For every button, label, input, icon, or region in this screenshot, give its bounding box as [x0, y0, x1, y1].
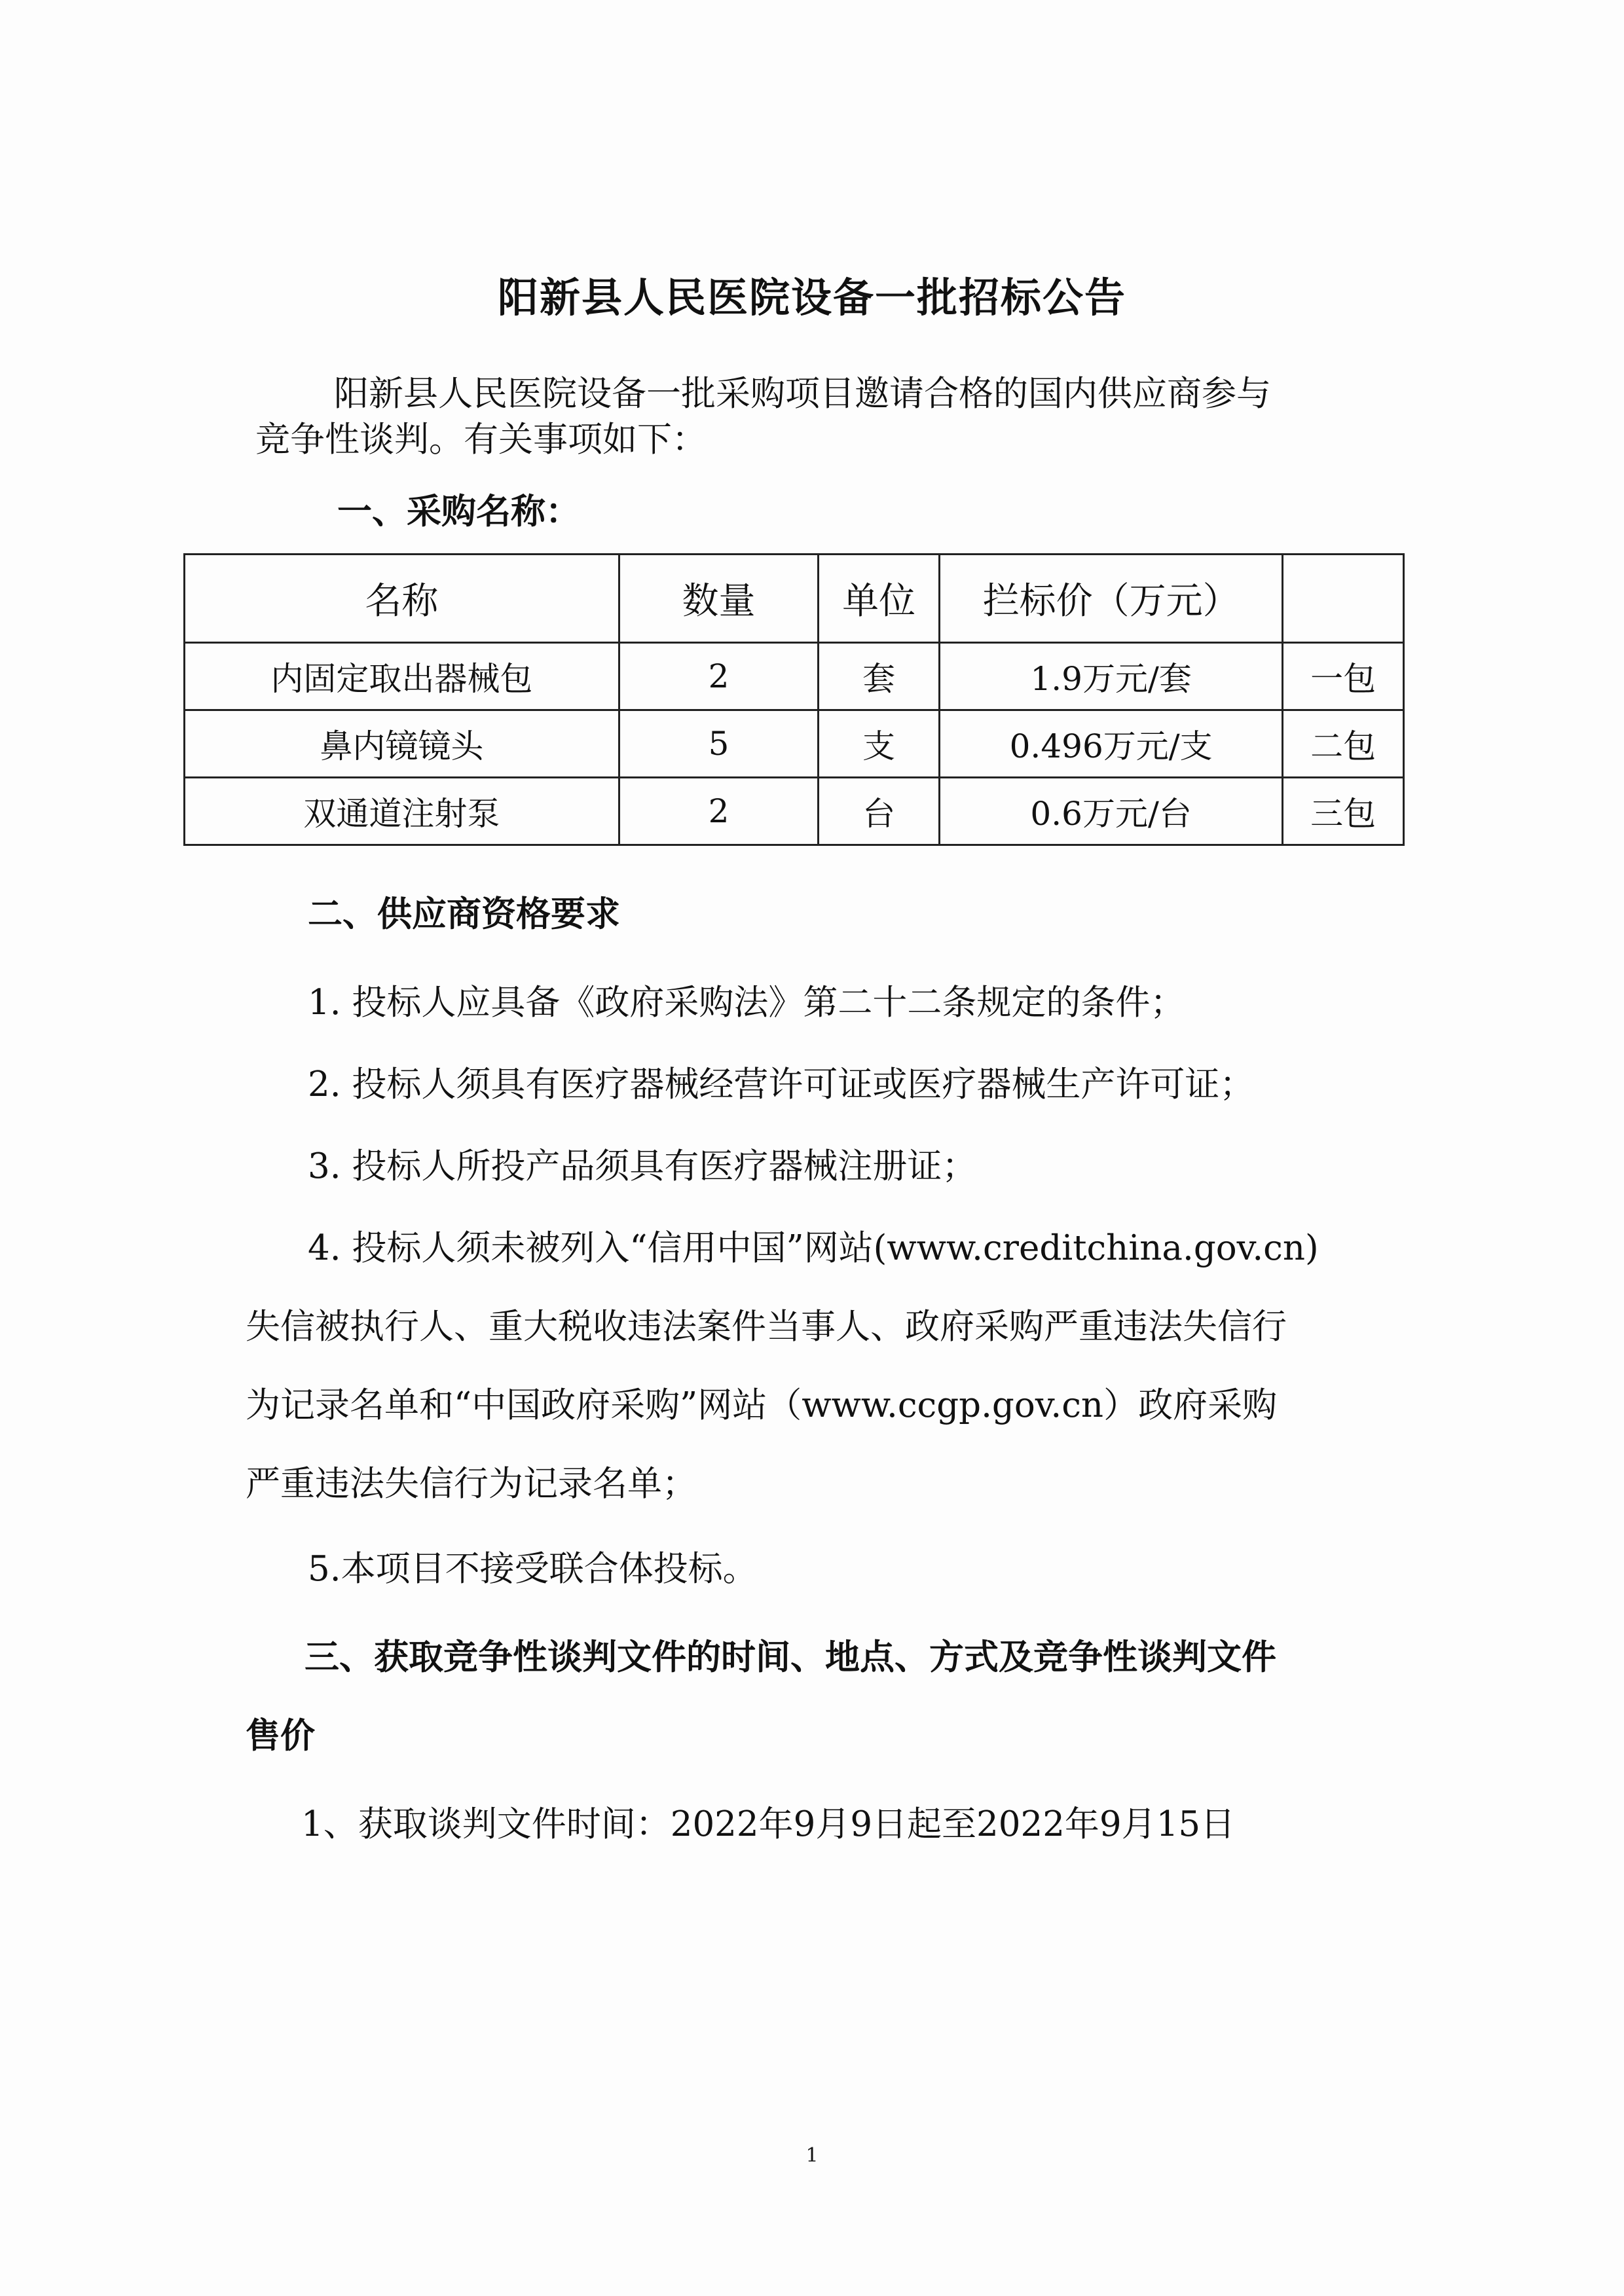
cell-unit: 套 [819, 643, 940, 710]
section-3-heading-line-2: 售价 [246, 1715, 315, 1756]
requirement-1: 1. 投标人应具备《政府采购法》第二十二条规定的条件； [308, 983, 1185, 1023]
cell-unit: 台 [819, 778, 940, 845]
requirement-4-line-1: 4. 投标人须未被列入“信用中国”网站(www.creditchina.gov.cn) [308, 1228, 1319, 1268]
section-3-heading-line-1: 三、获取竞争性谈判文件的时间、地点、方式及竞争性谈判文件 [304, 1637, 1276, 1677]
procurement-table [183, 553, 1405, 846]
cell-price: 1.9万元/套 [940, 643, 1283, 710]
requirement-5: 5.本项目不接受联合体投标。 [308, 1549, 758, 1589]
header-cell-package [1283, 555, 1404, 643]
requirement-4-line-4: 严重违法失信行为记录名单； [246, 1464, 697, 1504]
cell-price: 0.496万元/支 [940, 710, 1283, 778]
item-1: 1、获取谈判文件时间：2022年9月9日起至2022年9月15日 [301, 1804, 1236, 1844]
cell-package: 二包 [1283, 710, 1404, 778]
document-title: 阳新县人民医院设备一批招标公告 [497, 274, 1126, 321]
table-row [185, 710, 1404, 778]
header-cell-price: 拦标价（万元） [940, 555, 1283, 643]
cell-name: 内固定取出器械包 [185, 643, 619, 710]
header-cell-unit: 单位 [819, 555, 940, 643]
header-cell-quantity: 数量 [619, 555, 819, 643]
table-row [185, 643, 1404, 710]
cell-price: 0.6万元/台 [940, 778, 1283, 845]
requirement-2: 2. 投标人须具有医疗器械经营许可证或医疗器械生产许可证； [308, 1065, 1255, 1104]
intro-line-2: 竞争性谈判。有关事项如下： [255, 420, 707, 460]
table-row [185, 778, 1404, 845]
cell-package: 三包 [1283, 778, 1404, 845]
page-number: 1 [805, 2144, 819, 2167]
cell-name: 双通道注射泵 [185, 778, 619, 845]
cell-name: 鼻内镜镜头 [185, 710, 619, 778]
requirement-4-line-3: 为记录名单和“中国政府采购”网站（www.ccgp.gov.cn）政府采购 [246, 1385, 1278, 1425]
cell-quantity: 2 [619, 778, 819, 845]
requirement-4-line-2: 失信被执行人、重大税收违法案件当事人、政府采购严重违法失信行 [246, 1307, 1287, 1347]
section-1-heading: 一、采购名称： [337, 491, 580, 532]
requirement-3: 3. 投标人所投产品须具有医疗器械注册证； [308, 1146, 977, 1186]
cell-package: 一包 [1283, 643, 1404, 710]
cell-quantity: 5 [619, 710, 819, 778]
cell-unit: 支 [819, 710, 940, 778]
table-header-row [185, 555, 1404, 643]
cell-quantity: 2 [619, 643, 819, 710]
intro-line-1: 阳新县人民医院设备一批采购项目邀请合格的国内供应商参与 [334, 374, 1271, 414]
header-cell-name: 名称 [185, 555, 619, 643]
section-2-heading: 二、供应商资格要求 [308, 894, 620, 934]
